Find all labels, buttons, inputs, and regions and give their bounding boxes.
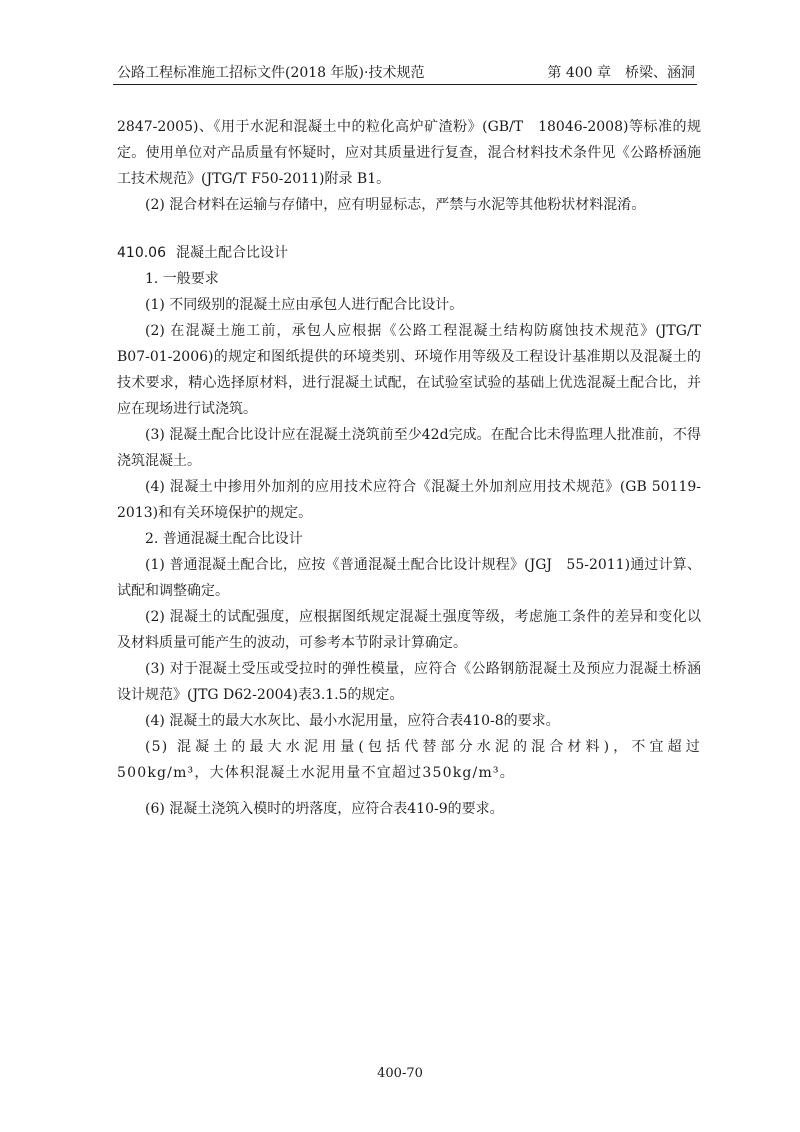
subheading-ordinary-concrete: 2. 普通混凝土配合比设计 xyxy=(145,531,303,547)
header-chapter-title: 第 400 章 桥梁、涵洞 xyxy=(547,65,695,81)
paragraph-item-2: (2) 在混凝土施工前，承包人应根据《公路工程混凝土结构防腐蚀技术规范》(JTG/T B07-01-2006)的规定和图纸提供的环境类别、环境作用等级及工程设计基准期以及混凝土的技术要求，精心选择原材料，进行混凝土试配，在试验室试验的基础上优选混凝土配合比，并应在现场进行试浇筑。 xyxy=(117,323,715,417)
paragraph-item-3: (3) 混凝土配合比设计应在混凝土浇筑前至少42d完成。在配合比未得监理人批准前，不得浇筑混凝土。 xyxy=(117,427,701,469)
paragraph-item-1: (1) 不同级别的混凝土应由承包人进行配合比设计。 xyxy=(145,297,464,313)
header-rule xyxy=(113,84,697,85)
paragraph-ordinary-item-4: (4) 混凝土的最大水灰比、最小水泥用量，应符合表410-8的要求。 xyxy=(145,713,560,729)
header-document-title: 公路工程标准施工招标文件(2018 年版)·技术规范 xyxy=(117,65,425,81)
paragraph-mixed-material-storage: (2) 混合材料在运输与存储中，应有明显标志，严禁与水泥等其他粉状材料混淆。 xyxy=(145,197,646,213)
spacer xyxy=(117,218,701,240)
paragraph-ordinary-item-2: (2) 混凝土的试配强度，应根据图纸规定混凝土强度等级，考虑施工条件的差异和变化以及材料质量可能产生的波动，可参考本节附录计算确定。 xyxy=(117,609,701,651)
paragraph-ordinary-item-3: (3) 对于混凝土受压或受拉时的弹性模量，应符合《公路钢筋混凝土及预应力混凝土桥涵设计规范》(JTG D62-2004)表3.1.5的规定。 xyxy=(117,661,701,703)
section-heading xyxy=(117,240,701,266)
paragraph-ordinary-item-1: (1) 普通混凝土配合比，应按《普通混凝土配合比设计规程》(JGJ 55-2011)通过计算、试配和调整确定。 xyxy=(117,557,701,599)
paragraph-ordinary-item-6: (6) 混凝土浇筑入模时的坍落度，应符合表410-9的要求。 xyxy=(145,801,504,817)
running-header xyxy=(117,58,695,82)
paragraph-continued: 2847-2005)、《用于水泥和混凝土中的粒化高炉矿渣粉》(GB/T 18046-2008)等标准的规定。使用单位对产品质量有怀疑时，应对其质量进行复查，混合材料技术条件见《公路桥涵施工技术规范》(JTG/T F50-2011)附录 B1。 xyxy=(117,119,701,187)
paragraph-item-4: (4) 混凝土中掺用外加剂的应用技术应符合《混凝土外加剂应用技术规范》(GB 50119-2013)和有关环境保护的规定。 xyxy=(117,479,701,521)
body-text xyxy=(117,114,715,822)
spacer xyxy=(117,786,701,796)
page-number: 400-70 xyxy=(377,1066,423,1081)
section-number: 410.06 xyxy=(117,245,166,261)
section-title: 混凝土配合比设计 xyxy=(176,245,288,261)
subheading-general-requirements: 1. 一般要求 xyxy=(145,271,219,287)
paragraph-ordinary-item-5: (5) 混凝土的最大水泥用量(包括代替部分水泥的混合材料)，不宜超过500kg/m³，大体积混凝土水泥用量不宜超过350kg/m³。 xyxy=(117,739,701,781)
